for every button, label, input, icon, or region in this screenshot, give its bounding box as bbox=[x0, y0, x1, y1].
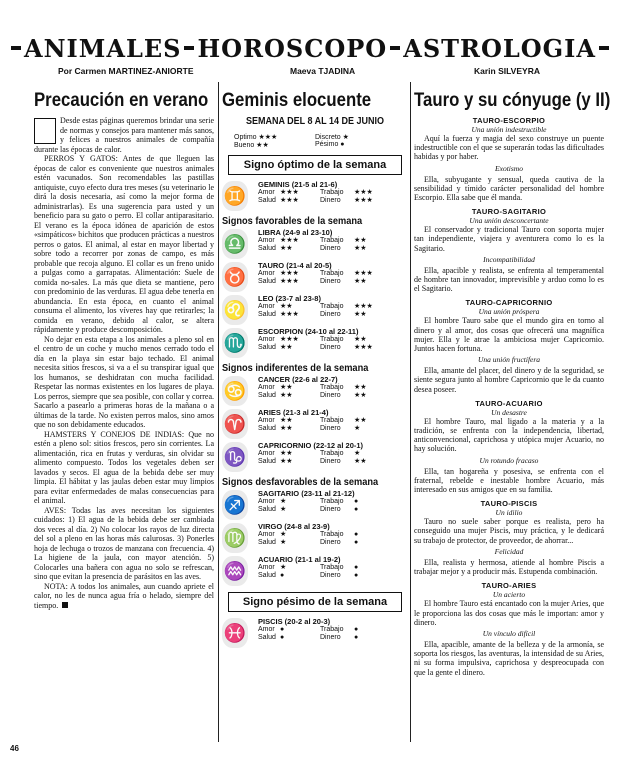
rating-label: Amor bbox=[258, 450, 275, 457]
rating-value: ★★ bbox=[280, 384, 293, 391]
group-best: Signo óptimo de la semana bbox=[228, 155, 402, 175]
rating-label: Dinero bbox=[320, 197, 341, 204]
author-horoscopo: Maeva TJADINA bbox=[290, 66, 356, 76]
rating-label: Dinero bbox=[320, 425, 341, 432]
pair-text: El hombre Tauro, mal ligado a la materia y a la tradición, se enfrenta con la independencia, libertad, anticonvencional, caprichosa y utópica mujer Acuario, no hay solución. bbox=[414, 416, 604, 454]
legend-item: Discreto ★ bbox=[315, 134, 349, 141]
rating-label: Trabajo bbox=[320, 303, 344, 310]
rating-value: ★ bbox=[280, 564, 287, 571]
rating-value: ★★★ bbox=[354, 270, 373, 277]
rating-value: ★★ bbox=[354, 458, 367, 465]
pair-text: Ella, apacible y realista, se enfrenta al temperamental de hombre tan innovador, imprevisible y arduo como lo es el Sagitario. bbox=[414, 265, 604, 294]
rating-label: Dinero bbox=[320, 344, 341, 351]
rating-label: Amor bbox=[258, 270, 275, 277]
rating-value: ★★★ bbox=[280, 189, 299, 196]
rating-value: ★★★ bbox=[354, 189, 373, 196]
rating-label: Amor bbox=[258, 564, 275, 571]
drop-cap-box bbox=[34, 118, 56, 144]
pair-subtitle: Una unión desconcertante bbox=[469, 216, 549, 226]
rating-value: ★★ bbox=[354, 278, 367, 285]
page-number: 46 bbox=[10, 744, 19, 753]
pair-subtitle: Un acierto bbox=[492, 590, 526, 600]
rating-value: ● bbox=[280, 634, 285, 641]
zodiac-icon: ♏ bbox=[222, 328, 248, 358]
rating-label: Trabajo bbox=[320, 270, 344, 277]
sign-name: ARIES (21-3 al 21-4) bbox=[258, 408, 329, 417]
rating-value: ★★ bbox=[280, 417, 293, 424]
rating-label: Salud bbox=[258, 197, 276, 204]
rating-label: Salud bbox=[258, 634, 276, 641]
pair-text: Tauro no suele saber porque es realista, pero ha conseguido una mujer Piscis, muy práctica, y le dedicará su trabajo de protector, de proveedor, de ahorrar... bbox=[414, 517, 604, 545]
rating-value: ★ bbox=[280, 506, 287, 513]
rating-label: Amor bbox=[258, 189, 275, 196]
pair-subtitle: Una unión indestructible bbox=[471, 125, 547, 134]
sign-entry bbox=[222, 295, 408, 325]
pair-entry bbox=[414, 116, 604, 202]
zodiac-icon: ♊ bbox=[222, 181, 248, 211]
rating-label: Dinero bbox=[320, 634, 341, 641]
rating-value: ★★ bbox=[280, 450, 293, 457]
zodiac-icon: ♓ bbox=[222, 618, 248, 648]
section-banner bbox=[8, 34, 612, 62]
zodiac-icon: ♉ bbox=[222, 262, 248, 292]
rating-label: Dinero bbox=[320, 458, 341, 465]
pair-subtitle: Un rotundo fracaso bbox=[479, 455, 539, 465]
legend-item: Bueno ★★ bbox=[234, 142, 269, 149]
rating-value: ★★ bbox=[354, 417, 367, 424]
pair-title: TAURO-SAGITARIO bbox=[471, 207, 547, 217]
rating-label: Salud bbox=[258, 458, 276, 465]
rating-label: Dinero bbox=[320, 278, 341, 285]
sign-name: CANCER (22-6 al 22-7) bbox=[258, 375, 338, 384]
sign-entry bbox=[222, 262, 408, 292]
sign-name: VIRGO (24-8 al 23-9) bbox=[258, 522, 330, 531]
rating-label: Salud bbox=[258, 344, 276, 351]
zodiac-icon: ♒ bbox=[222, 556, 248, 586]
sign-name: ESCORPION (24-10 al 22-11) bbox=[258, 327, 359, 336]
rating-label: Trabajo bbox=[320, 336, 344, 343]
pair-entry bbox=[414, 399, 604, 494]
rating-value: ★★ bbox=[354, 384, 367, 391]
signs-unfavorable bbox=[222, 490, 408, 586]
rating-value: ★ bbox=[280, 539, 287, 546]
rating-value: ★ bbox=[354, 450, 361, 457]
rating-value: ★★★ bbox=[280, 311, 299, 318]
zodiac-icon: ♎ bbox=[222, 229, 248, 259]
rating-label: Dinero bbox=[320, 539, 341, 546]
end-mark bbox=[62, 602, 68, 608]
pair-text: Ella, tan hogareña y posesiva, se enfrenta con el fraternal, rebelde e inestable hombre Acuario, más interesado en sus amigos que en su familia. bbox=[414, 466, 604, 495]
animals-paragraph: No dejar en esta etapa a los animales a pleno sol en el centro de un coche y mucho menos cerrado todo el día en la playa sin estar bajo techado. El animal necesita sitios frescos, si va a el su transpirar igual que los humanos, se deshidratan con mucha facilidad. Respetar las normas existentes en los lugares de playa. Los perros, siempre que sea posible, con collar y correa. Sacarlo a pasearlo a primeras horas de la mañana o a últimas de la tarde. No existen perros malos, sino amos que no son debidamente educados. bbox=[34, 334, 214, 429]
pair-text: Ella, apacible, amante de la belleza y de la armonía, se soporta los riesgos, las aventuras, la intensidad de su Aries, ni su forma impulsiva, caprichosa y despreocupada con que la gente el dinero. bbox=[414, 639, 604, 677]
astrology-title: Tauro y su cónyuge (y II) bbox=[414, 89, 611, 111]
pair-title: TAURO-ESCORPIO bbox=[472, 116, 546, 125]
rating-value: ★★★ bbox=[280, 237, 299, 244]
rating-value: ● bbox=[354, 634, 359, 641]
rating-value: ★ bbox=[354, 425, 361, 432]
rating-label: Amor bbox=[258, 531, 275, 538]
rating-label: Amor bbox=[258, 303, 275, 310]
pair-subtitle: Felicidad bbox=[494, 546, 524, 556]
pair-title: TAURO-ARIES bbox=[481, 581, 537, 591]
sign-entry bbox=[222, 409, 408, 439]
pair-title: TAURO-CAPRICORNIO bbox=[465, 298, 553, 308]
group-worst: Signo pésimo de la semana bbox=[228, 592, 402, 612]
rating-label: Salud bbox=[258, 425, 276, 432]
group-favorable: Signos favorables de la semana bbox=[222, 215, 363, 227]
animals-column bbox=[34, 76, 214, 610]
sign-entry bbox=[222, 181, 408, 211]
rating-value: ★★★ bbox=[354, 303, 373, 310]
pair-entry bbox=[414, 581, 604, 676]
sign-name: GEMINIS (21-5 al 21-6) bbox=[258, 180, 338, 189]
animals-paragraph: AVES: Todas las aves necesitan los siguientes cuidados: 1) El agua de la bebida debe ser cambiada dos veces al día. 2) No colocar los rayos de luz directa del sol a pleno en las horas más calurosas. 3) Ponerles hoja de lechuga o trozos de manzana con frecuencia. 4) La higiene de la jaula, con mayor atención. 5) Colocarles una bañera con agua no solo se refrescan, sino que evitan la presencia de parásitos en las aves. bbox=[34, 505, 214, 581]
rating-label: Trabajo bbox=[320, 626, 344, 633]
sign-name: LEO (23-7 al 23-8) bbox=[258, 294, 321, 303]
rating-value: ● bbox=[354, 506, 359, 513]
signs-best bbox=[222, 181, 408, 211]
sign-entry bbox=[222, 556, 408, 586]
animals-body bbox=[34, 116, 214, 610]
sign-entry bbox=[222, 442, 408, 472]
rating-label: Amor bbox=[258, 626, 275, 633]
sign-name: PISCIS (20-2 al 20-3) bbox=[258, 617, 331, 626]
rating-label: Trabajo bbox=[320, 531, 344, 538]
sign-entry bbox=[222, 229, 408, 259]
rating-value: ● bbox=[354, 572, 359, 579]
banner-animales: ANIMALES bbox=[24, 33, 182, 63]
rating-label: Salud bbox=[258, 572, 276, 579]
horoscope-column bbox=[222, 76, 408, 651]
rating-value: ★★★ bbox=[280, 278, 299, 285]
sign-name: ACUARIO (21-1 al 19-2) bbox=[258, 555, 341, 564]
banner-horoscopo: HOROSCOPO bbox=[197, 33, 388, 63]
pair-text: El conservador y tradicional Tauro con soporta mujer tan independiente, viajera y aventurera como lo es la Sagitario. bbox=[414, 225, 604, 253]
pair-subtitle: Un idilio bbox=[495, 508, 523, 518]
pair-text: El hombre Tauro sabe que el mundo gira en torno al dinero y al amor, dos cosas que ofrecerá una magnífica mujer. Ella y le atrae la ambiciosa mujer Capricornio. Juntos hacen fortuna. bbox=[414, 316, 604, 354]
banner-rule bbox=[390, 46, 400, 50]
rating-label: Dinero bbox=[320, 392, 341, 399]
rating-value: ★★ bbox=[280, 425, 293, 432]
rating-label: Amor bbox=[258, 237, 275, 244]
rating-value: ★★ bbox=[280, 303, 293, 310]
rating-legend bbox=[222, 133, 408, 149]
group-unfavorable: Signos desfavorables de la semana bbox=[222, 476, 379, 488]
pair-title: TAURO-ACUARIO bbox=[475, 398, 543, 408]
rating-value: ● bbox=[354, 626, 359, 633]
zodiac-icon: ♍ bbox=[222, 523, 248, 553]
rating-label: Amor bbox=[258, 336, 275, 343]
zodiac-icon: ♌ bbox=[222, 295, 248, 325]
rating-value: ★★ bbox=[354, 336, 367, 343]
rating-label: Salud bbox=[258, 311, 276, 318]
zodiac-icon: ♐ bbox=[222, 490, 248, 520]
rating-label: Amor bbox=[258, 498, 275, 505]
animals-paragraph: PERROS Y GATOS: Antes de que lleguen las épocas de calor es conveniente que nuestros animales estén vacunados. Son recomendables las pastillas antiquiste, cuyo efecto dura tres meses (su veterinario le dirá la dosis necesaria, así como la mejor forma de administrarlas). Es una sugerencia para usted y un beneficio para su gato o perro. El collar antiparasitario. El verano es la época idónea de aparición de estos «simpáticos» bichitos que producen prácticas a nuestros perros o gatos. El animal, al estar en mayor libertad y sobre todo a recorrer por zonas de campo, es más probable que recoja alguno. El collar es un freno unido a pulgas como a garrapatas. Alimentación: Suele de comida no-sales. La más que dieta se mantiene, pero con predominio de las verduras. El agua debe tenerla en abundancia. En esta época, en cuanto el animal consuma el alimento, los víveres hay que retirarles; la comida en verano, debido al calor, se altera rápidamente y produce descomposición. bbox=[34, 154, 214, 334]
zodiac-icon: ♑ bbox=[222, 442, 248, 472]
pair-title: TAURO-PISCIS bbox=[480, 499, 538, 509]
pair-text: Ella, subyugante y sensual, queda cautiva de la sensibilidad y tímido carácter personalidad del hombre Escorpio. Ella sabe que él manda. bbox=[414, 174, 604, 203]
pair-entry bbox=[414, 207, 604, 293]
group-indifferent: Signos indiferentes de la semana bbox=[222, 362, 369, 374]
pair-subtitle: Una unión próspera bbox=[478, 307, 540, 317]
column-divider bbox=[410, 82, 411, 742]
sign-name: SAGITARIO (23-11 al 21-12) bbox=[258, 489, 355, 498]
rating-label: Dinero bbox=[320, 245, 341, 252]
rating-label: Trabajo bbox=[320, 498, 344, 505]
rating-value: ● bbox=[354, 531, 359, 538]
sign-entry bbox=[222, 376, 408, 406]
pair-entry bbox=[414, 499, 604, 576]
banner-astrologia: ASTROLOGIA bbox=[403, 33, 597, 63]
zodiac-icon: ♈ bbox=[222, 409, 248, 439]
banner-rule bbox=[599, 46, 609, 50]
signs-favorable bbox=[222, 229, 408, 358]
rating-label: Salud bbox=[258, 278, 276, 285]
sign-entry bbox=[222, 328, 408, 358]
sign-name: CAPRICORNIO (22-12 al 20-1) bbox=[258, 441, 364, 450]
author-animales: Por Carmen MARTINEZ-ANIORTE bbox=[58, 66, 194, 76]
rating-value: ★★★ bbox=[280, 270, 299, 277]
rating-label: Dinero bbox=[320, 311, 341, 318]
legend-item: Pésimo ● bbox=[315, 141, 345, 148]
author-astrologia: Karin SILVEYRA bbox=[474, 66, 540, 76]
banner-rule bbox=[184, 46, 194, 50]
rating-value: ● bbox=[354, 498, 359, 505]
pair-subtitle: Un desastre bbox=[491, 407, 527, 417]
sign-name: LIBRA (24-9 al 23-10) bbox=[258, 228, 333, 237]
rating-label: Trabajo bbox=[320, 564, 344, 571]
rating-value: ★★★ bbox=[280, 197, 299, 204]
rating-label: Amor bbox=[258, 384, 275, 391]
zodiac-icon: ♋ bbox=[222, 376, 248, 406]
rating-label: Amor bbox=[258, 417, 275, 424]
rating-label: Dinero bbox=[320, 506, 341, 513]
rating-value: ★★ bbox=[354, 392, 367, 399]
banner-rule bbox=[11, 46, 21, 50]
rating-label: Trabajo bbox=[320, 237, 344, 244]
rating-value: ★★ bbox=[354, 311, 367, 318]
pair-subtitle: Un vínculo difícil bbox=[482, 628, 536, 638]
animals-paragraph: HAMSTERS Y CONEJOS DE INDIAS: Que no estén a pleno sol: sitios frescos, pero sin corrientes. La alimentación, rica en frutas y verduras, sin olvidar su alimento compuesto. Todos los vegetales deben ser lavados y secos. El agua de la bebida debe ser muy limpia. El hábitat y las jaulas deben estar muy limpios para evitar enfermedades de malas consecuencias para el animal. bbox=[34, 429, 214, 505]
rating-value: ● bbox=[280, 626, 285, 633]
rating-value: ★★★ bbox=[280, 336, 299, 343]
astrology-column bbox=[414, 76, 611, 677]
legend-item: Optimo ★★★ bbox=[234, 134, 278, 141]
sign-entry bbox=[222, 618, 408, 648]
rating-value: ★★ bbox=[280, 392, 293, 399]
rating-value: ★★ bbox=[354, 237, 367, 244]
pair-text: Ella, amante del placer, del dinero y de la seguridad, se siente segura junto al hombre Capricornio que le da cuanto desea poseer. bbox=[414, 366, 604, 394]
rating-label: Salud bbox=[258, 392, 276, 399]
rating-label: Trabajo bbox=[320, 450, 344, 457]
pair-list bbox=[414, 116, 604, 677]
rating-label: Trabajo bbox=[320, 189, 344, 196]
rating-value: ★★ bbox=[280, 458, 293, 465]
pair-entry bbox=[414, 298, 604, 393]
pair-subtitle: Exotismo bbox=[495, 163, 523, 173]
week-label: SEMANA DEL 8 AL 14 DE JUNIO bbox=[245, 116, 385, 127]
horoscope-title: Geminis elocuente bbox=[222, 89, 372, 111]
rating-label: Trabajo bbox=[320, 384, 344, 391]
column-divider bbox=[218, 82, 219, 742]
rating-label: Salud bbox=[258, 506, 276, 513]
rating-label: Dinero bbox=[320, 572, 341, 579]
rating-value: ★★★ bbox=[354, 344, 373, 351]
rating-value: ★★ bbox=[354, 245, 367, 252]
rating-value: ● bbox=[354, 564, 359, 571]
signs-indifferent bbox=[222, 376, 408, 472]
rating-value: ★ bbox=[280, 531, 287, 538]
rating-value: ★ bbox=[280, 498, 287, 505]
signs-worst bbox=[222, 618, 408, 648]
rating-value: ★★ bbox=[280, 344, 293, 351]
rating-value: ● bbox=[280, 572, 285, 579]
animals-title: Precaución en verano bbox=[34, 89, 209, 111]
animals-paragraph: NOTA: A todos los animales, aun cuando apriete el calor, no les de nunca agua fría o helado, siempre del tiempo. bbox=[34, 581, 214, 610]
sign-entry bbox=[222, 523, 408, 553]
pair-text: El hombre Tauro está encantado con la mujer Aries, que le proporciona las dos cosas que más le importan: amor y dinero. bbox=[414, 599, 604, 627]
pair-subtitle: Incompatibilidad bbox=[483, 254, 535, 264]
rating-label: Salud bbox=[258, 539, 276, 546]
pair-text: Ella, realista y hermosa, atiende al hombre Piscis a trabajar mejor y a producir más. Estupenda combinación. bbox=[414, 557, 604, 577]
rating-value: ● bbox=[354, 539, 359, 546]
rating-value: ★★★ bbox=[354, 197, 373, 204]
rating-label: Salud bbox=[258, 245, 276, 252]
sign-name: TAURO (21-4 al 20-5) bbox=[258, 261, 332, 270]
pair-subtitle: Una unión fructífera bbox=[477, 355, 541, 365]
pair-text: Aquí la fuerza y magia del sexo construye un puente indestructible con el que se superarán todas las dificultades habidas y por haber. bbox=[414, 134, 604, 162]
rating-label: Trabajo bbox=[320, 417, 344, 424]
sign-entry bbox=[222, 490, 408, 520]
rating-value: ★★ bbox=[280, 245, 293, 252]
animals-paragraph: Desde estas páginas queremos brindar una serie de normas y consejos para mantener más sanos, y felices a nuestros animales de compañía durante las épocas de calor. bbox=[34, 116, 214, 154]
